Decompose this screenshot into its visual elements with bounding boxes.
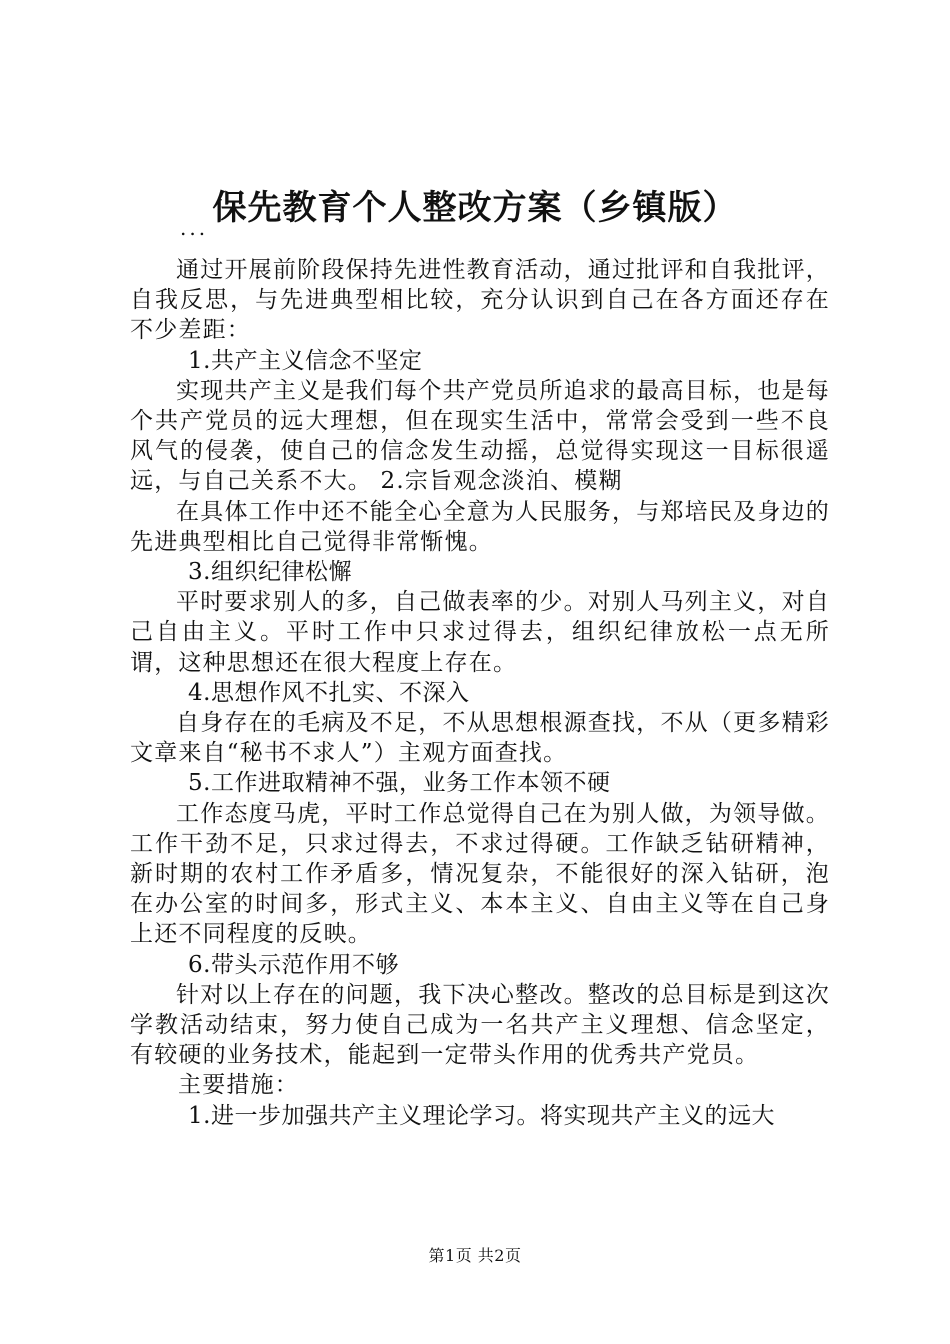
section-heading: 5.工作进取精神不强，业务工作本领不硬 (188, 770, 611, 797)
document-title: 保先教育个人整改方案（乡镇版） (212, 188, 738, 228)
paragraph: 针对以上存在的问题，我下决心整改。整改的总目标是到这次学教活动结束，努力使自己成为一名共产主义理想、信念坚定，有较硬的业务技术，能起到一定带头作用的优秀共产党员。 (130, 981, 830, 1069)
section-heading: 4.思想作风不扎实、不深入 (188, 679, 470, 706)
section-heading: 6.带头示范作用不够 (188, 951, 399, 978)
ellipsis-mark: ... (180, 216, 209, 240)
paragraph: 平时要求别人的多，自己做表率的少。对别人马列主义，对自己自由主义。平时工作中只求过得去，组织纪律放松一点无所谓，这种思想还在很大程度上存在。 (130, 589, 830, 676)
paragraph: 实现共产主义是我们每个共产党员所追求的最高目标，也是每个共产党员的远大理想，但在现实生活中，常常会受到一些不良风气的侵袭，使自己的信念发生动摇，总觉得实现这一目标很遥远，与自己关系不大。 2.宗旨观念淡泊、模糊 (130, 377, 830, 495)
paragraph: 在具体工作中还不能全心全意为人民服务，与郑培民及身边的先进典型相比自己觉得非常惭愧。 (130, 498, 830, 555)
measure-item: 1.进一步加强共产主义理论学习。将实现共产主义的远大 (188, 1102, 775, 1129)
paragraph: 自身存在的毛病及不足，不从思想根源查找，不从（更多精彩文章来自“秘书不求人”）主观方面查找。 (130, 710, 830, 767)
paragraph: 工作态度马虎，平时工作总觉得自己在为别人做，为领导做。工作干劲不足，只求过得去，不求过得硬。工作缺乏钻研精神，新时期的农村工作矛盾多，情况复杂，不能很好的深入钻研，泡在办公室的时间多，形式主义、本本主义、自由主义等在自己身上还不同程度的反映。 (130, 800, 830, 948)
measures-heading: 主要措施： (178, 1072, 299, 1099)
document-body (130, 255, 830, 1131)
page-number-footer: 第1页 共2页 (428, 1246, 522, 1265)
section-heading: 3.组织纪律松懈 (188, 559, 352, 586)
section-heading: 1.共产主义信念不坚定 (188, 347, 423, 374)
paragraph: 通过开展前阶段保持先进性教育活动，通过批评和自我批评，自我反思，与先进典型相比较，充分认识到自己在各方面还存在不少差距： (130, 257, 830, 344)
